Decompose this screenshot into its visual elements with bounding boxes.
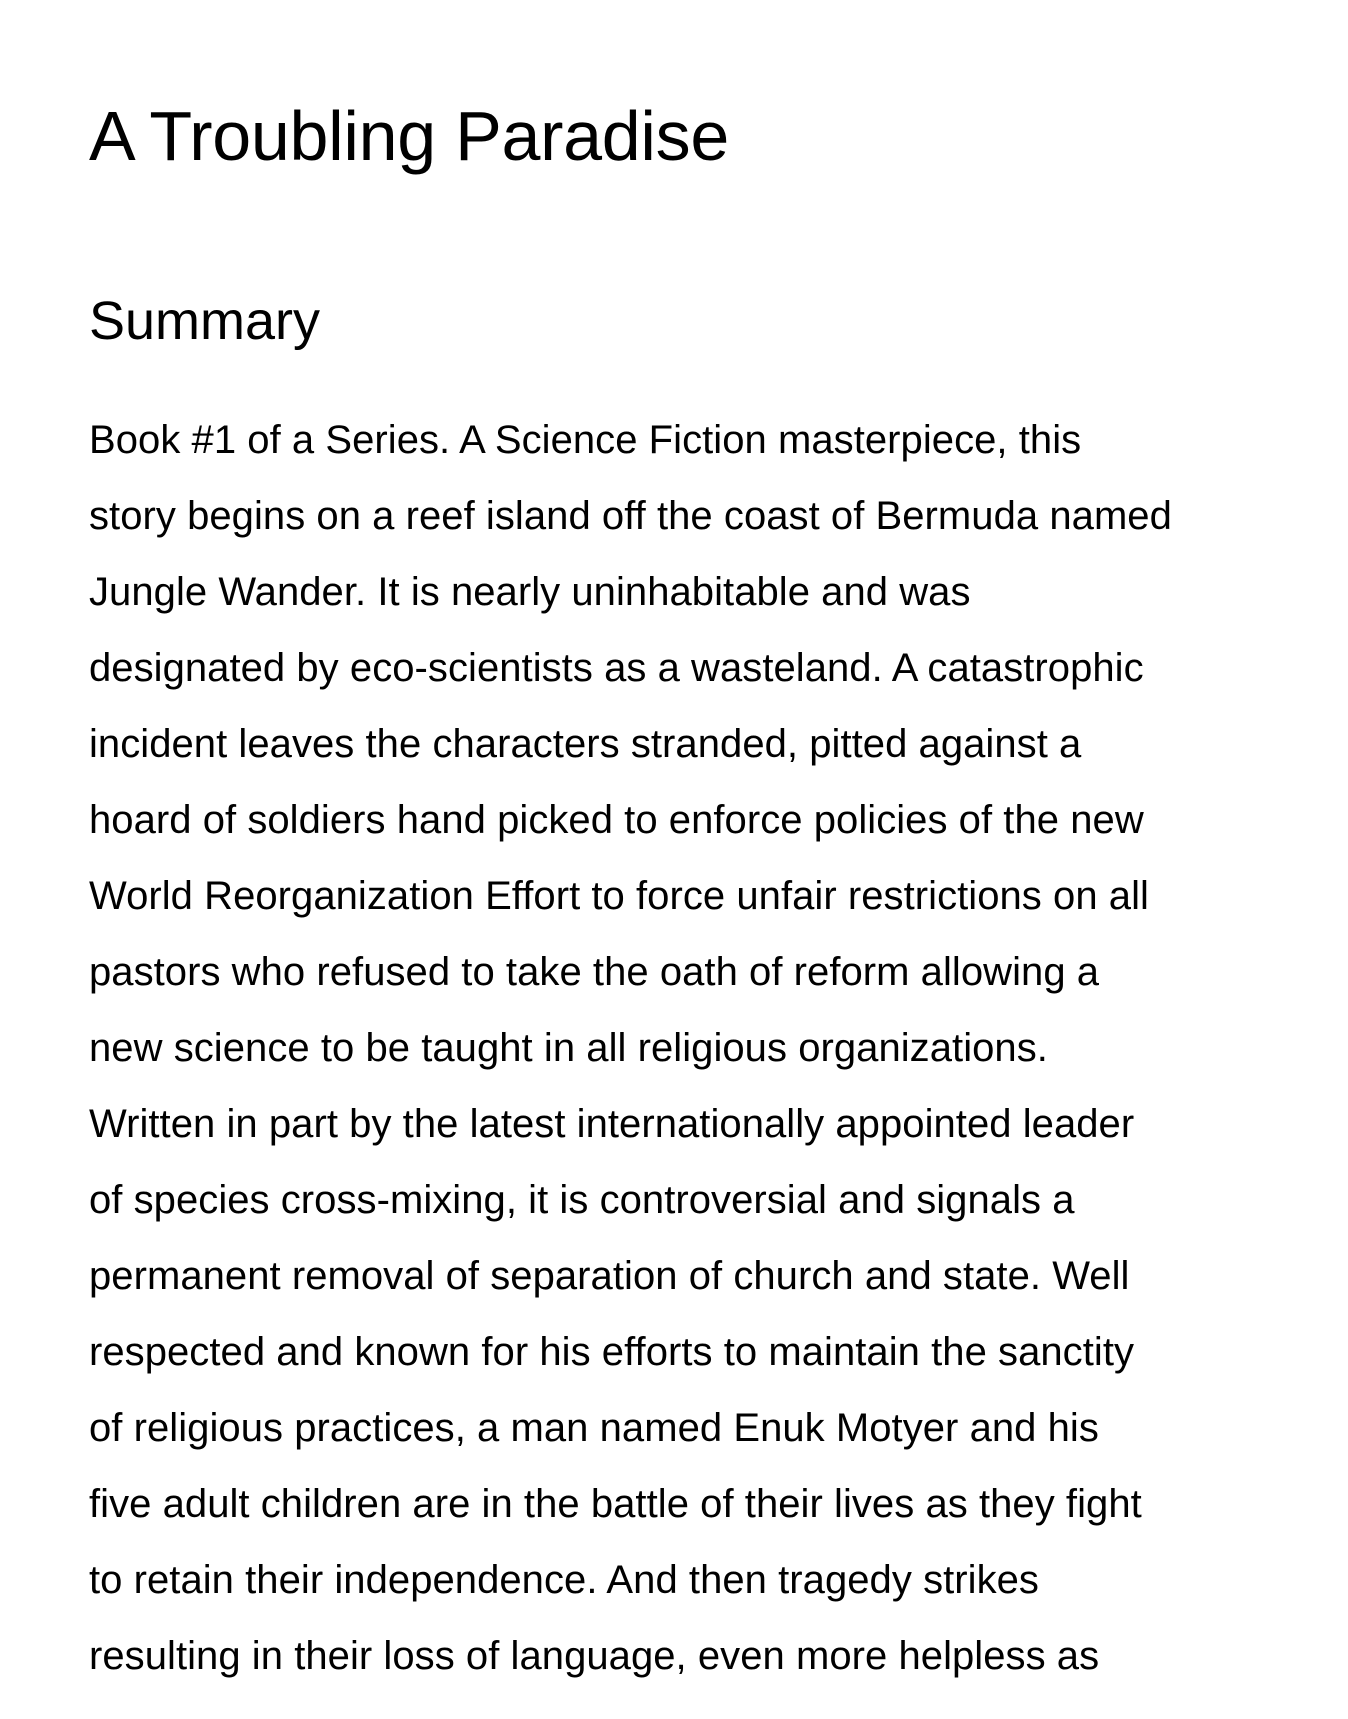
summary-line: story begins on a reef island off the coast of Bermuda named <box>89 494 1172 538</box>
summary-paragraph <box>89 412 1172 1704</box>
summary-line: designated by eco-scientists as a wasteland. A catastrophic <box>89 646 1144 690</box>
summary-line: respected and known for his efforts to maintain the sanctity <box>89 1330 1135 1374</box>
summary-line: five adult children are in the battle of their lives as they fight <box>89 1482 1142 1526</box>
summary-line: hoard of soldiers hand picked to enforce policies of the new <box>89 798 1144 842</box>
summary-line: permanent removal of separation of church and state. Well <box>89 1254 1130 1298</box>
summary-line: resulting in their loss of language, even more helpless as <box>89 1634 1100 1678</box>
summary-line: of species cross-mixing, it is controversial and signals a <box>89 1178 1075 1222</box>
summary-heading: Summary <box>89 291 321 351</box>
summary-line: incident leaves the characters stranded, pitted against a <box>89 722 1082 766</box>
summary-line: of religious practices, a man named Enuk Motyer and his <box>89 1406 1099 1450</box>
summary-line: Written in part by the latest internationally appointed leader <box>89 1102 1135 1146</box>
summary-line: to retain their independence. And then tragedy strikes <box>89 1558 1039 1602</box>
summary-line: World Reorganization Effort to force unfair restrictions on all <box>89 874 1149 918</box>
document-page <box>89 0 1304 1719</box>
summary-line: pastors who refused to take the oath of reform allowing a <box>89 950 1100 994</box>
summary-line: Book #1 of a Series. A Science Fiction masterpiece, this <box>89 418 1082 462</box>
document-title: A Troubling Paradise <box>89 97 729 175</box>
summary-line: new science to be taught in all religious organizations. <box>89 1026 1048 1070</box>
summary-line: Jungle Wander. It is nearly uninhabitable and was <box>89 570 971 614</box>
